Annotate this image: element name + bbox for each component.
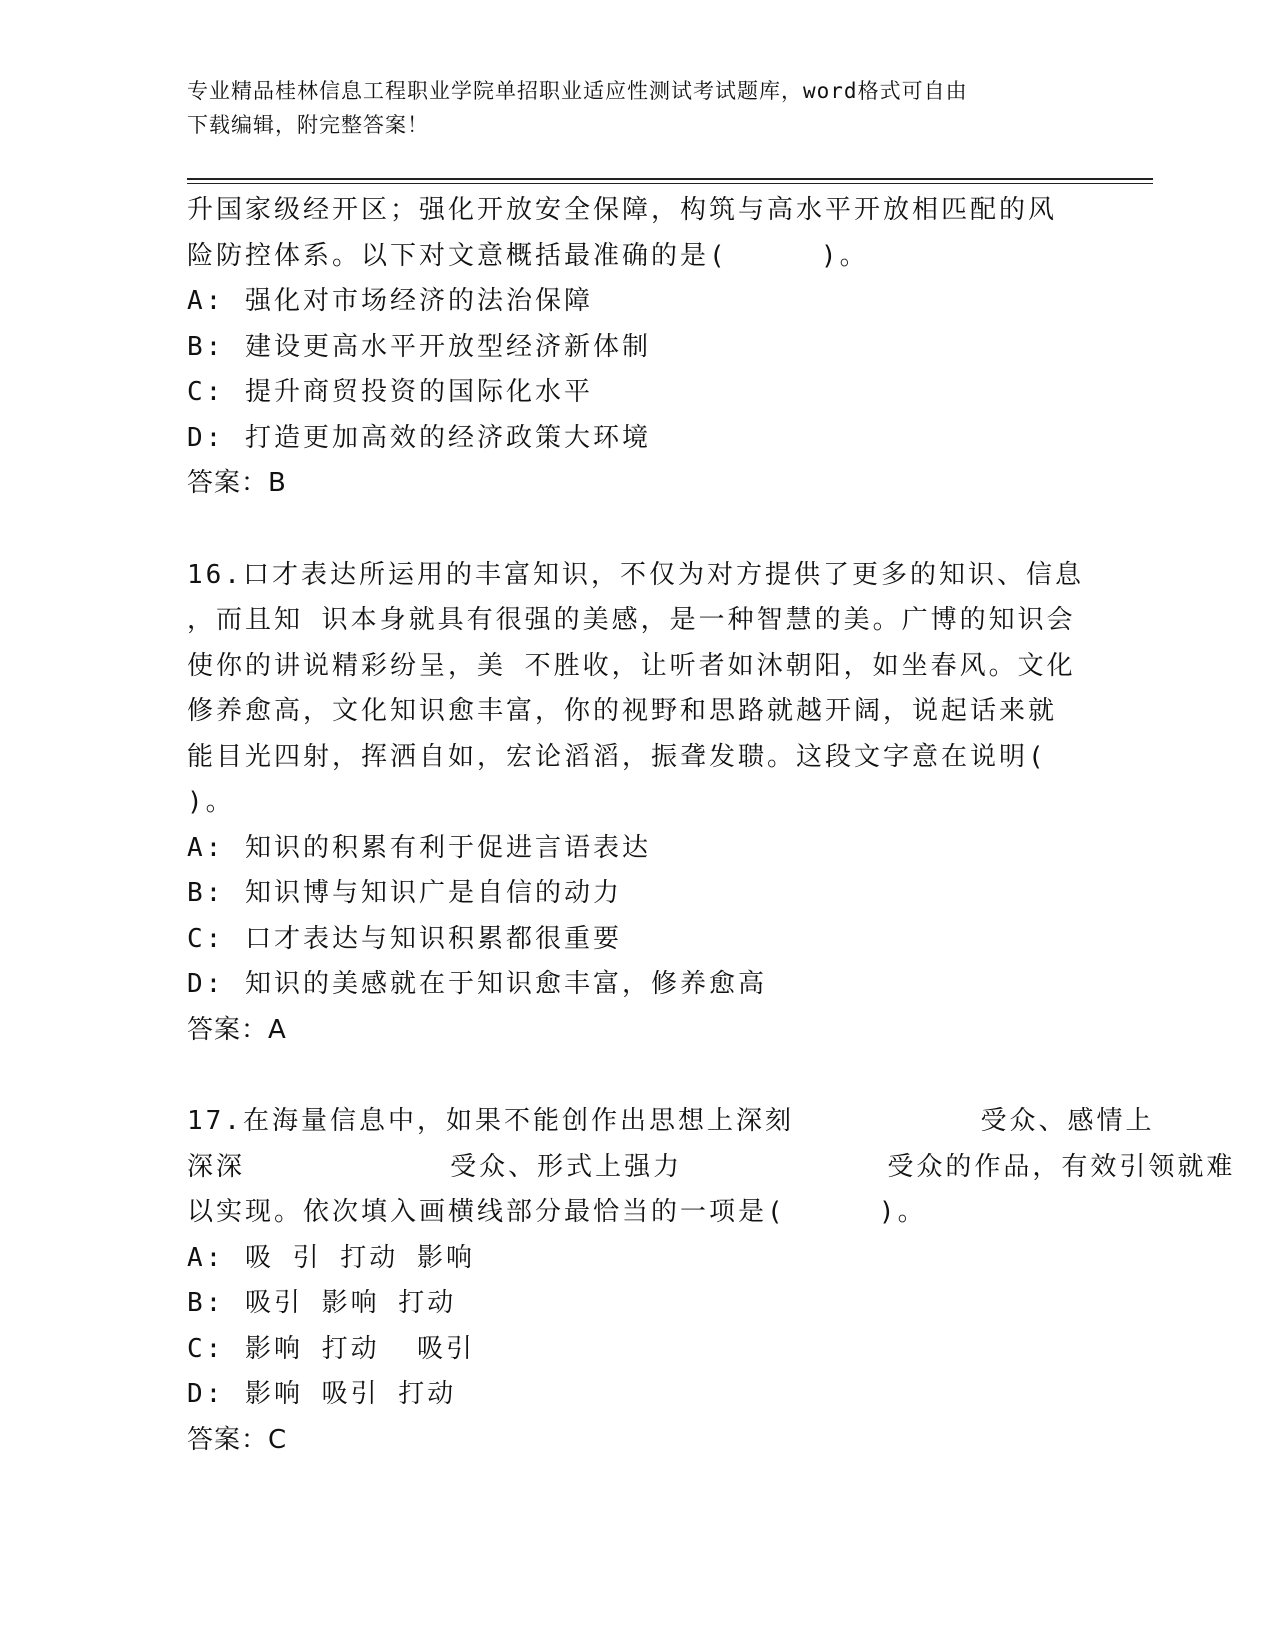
option-a bbox=[187, 1236, 1087, 1282]
page-header bbox=[187, 74, 1067, 142]
option-label: A: bbox=[187, 832, 225, 863]
option-text: 知识的美感就在于知识愈丰富，修养愈高 bbox=[245, 969, 768, 999]
option-label: D: bbox=[187, 422, 225, 453]
option-text: 影响 吸引 打动 bbox=[245, 1379, 457, 1409]
option-text: 强化对市场经济的法治保障 bbox=[245, 286, 594, 316]
option-b bbox=[187, 325, 1087, 371]
option-text: 打造更加高效的经济政策大环境 bbox=[245, 422, 652, 453]
option-text: 影响 打动 吸引 bbox=[245, 1333, 475, 1364]
option-label: C: bbox=[187, 923, 225, 954]
question-text-line: 16.口才表达所运用的丰富知识，不仅为对方提供了更多的知识、信息 bbox=[187, 559, 1084, 590]
option-label: B: bbox=[187, 1288, 225, 1318]
option-b bbox=[187, 871, 1087, 917]
option-label: A: bbox=[187, 286, 225, 316]
header-line-2: 下载编辑，附完整答案！ bbox=[187, 113, 429, 137]
option-text: 提升商贸投资的国际化水平 bbox=[245, 377, 594, 407]
header-line-1: 专业精品桂林信息工程职业学院单招职业适应性测试考试题库，word格式可自由 bbox=[187, 79, 968, 103]
option-label: D: bbox=[187, 1379, 225, 1409]
question-text-line: 使你的讲说精彩纷呈，美 不胜收，让听者如沐朝阳，如坐春风。文化 bbox=[187, 650, 1076, 681]
question-text-line: 深深 受众、形式上强力 受众的作品，有效引领就难 bbox=[187, 1151, 1236, 1182]
answer: 答案：B bbox=[187, 468, 287, 498]
header-rule-thick bbox=[187, 178, 1153, 180]
answer: 答案：A bbox=[187, 1014, 287, 1045]
question-text-line: 能目光四射，挥洒自如，宏论滔滔，振聋发聩。这段文字意在说明( bbox=[187, 741, 1047, 772]
option-text: 口才表达与知识积累都很重要 bbox=[245, 923, 623, 954]
option-label: C: bbox=[187, 1333, 225, 1364]
question-text-line: 升国家级经开区；强化开放安全保障，构筑与高水平开放相匹配的风 bbox=[187, 195, 1058, 225]
question-text-line: 险防控体系。以下对文意概括最准确的是( )。 bbox=[187, 240, 869, 271]
question-15 bbox=[187, 188, 1087, 507]
option-text: 知识的积累有利于促进言语表达 bbox=[245, 832, 652, 863]
option-c bbox=[187, 1327, 1087, 1373]
option-label: A: bbox=[187, 1242, 225, 1273]
option-label: C: bbox=[187, 377, 225, 407]
option-label: D: bbox=[187, 969, 225, 999]
question-text-line: ，而且知 识本身就具有很强的美感，是一种智慧的美。广博的知识会 bbox=[187, 605, 1076, 635]
option-c bbox=[187, 370, 1087, 416]
answer: 答案：C bbox=[187, 1424, 288, 1455]
option-d bbox=[187, 1372, 1087, 1418]
option-d bbox=[187, 962, 1087, 1008]
option-c bbox=[187, 917, 1087, 963]
option-b bbox=[187, 1281, 1087, 1327]
question-text-line: 修养愈高，文化知识愈丰富，你的视野和思路就越开阔，说起话来就 bbox=[187, 696, 1058, 726]
option-text: 吸引 影响 打动 bbox=[245, 1288, 457, 1318]
option-text: 知识博与知识广是自信的动力 bbox=[245, 878, 623, 908]
option-a bbox=[187, 826, 1087, 872]
option-text: 吸 引 打动 影响 bbox=[245, 1242, 475, 1273]
question-text-line: 17.在海量信息中，如果不能创作出思想上深刻 受众、感情上 bbox=[187, 1106, 1155, 1136]
question-text-line: )。 bbox=[187, 787, 235, 817]
option-label: B: bbox=[187, 878, 225, 908]
content-body bbox=[187, 188, 1236, 1463]
option-a bbox=[187, 279, 1087, 325]
question-16 bbox=[187, 553, 1087, 1054]
option-text: 建设更高水平开放型经济新体制 bbox=[245, 331, 652, 362]
option-label: B: bbox=[187, 331, 225, 362]
question-17 bbox=[187, 1099, 1236, 1463]
option-d bbox=[187, 416, 1087, 462]
question-text-line: 以实现。依次填入画横线部分最恰当的一项是( )。 bbox=[187, 1197, 927, 1227]
header-rule-thin bbox=[187, 183, 1153, 184]
